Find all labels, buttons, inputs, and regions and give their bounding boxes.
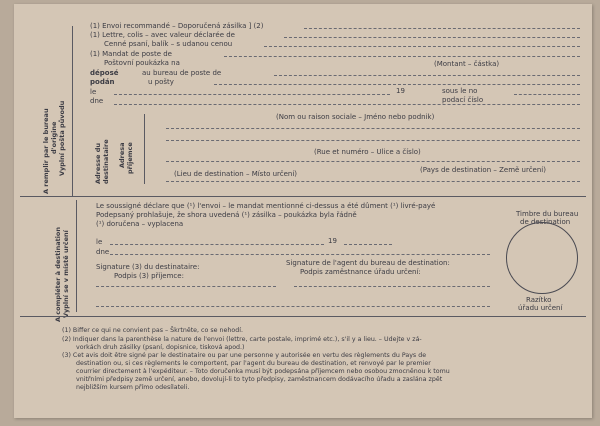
date-fill-line-2 <box>114 104 580 105</box>
address-label-line1: Adresse du <box>94 143 102 184</box>
name-caption: (Nom ou raison sociale – Jméno nebo podnik) <box>276 113 435 121</box>
note-3a: (3) Cet avis doit être signé par le destinataire ou par une personne y autorisée en vertu des règlements du Pays de <box>62 352 427 359</box>
declaration-line3: (¹) doručena – vyplacena <box>96 220 184 228</box>
address-label-line4: příjemce <box>126 142 134 174</box>
section-divider <box>20 196 586 197</box>
declared-value-line-cz: Cenné psaní, balík – s udanou cenou <box>104 40 233 48</box>
posted-label: podán <box>90 78 115 86</box>
stamp-label-fr: Timbre du bureau <box>516 210 579 218</box>
post-office-fill-line-2 <box>214 84 580 85</box>
note-2b: vorkách druh zásilky (psaní, dopisnice, tisková apod.) <box>76 344 245 351</box>
agent-signature-fill-line <box>294 286 490 287</box>
registered-item-line: (1) Envoi recommandé – Doporučená zásilka ] (2) <box>90 22 264 30</box>
money-order-line-cz: Poštovní poukázka na <box>104 59 180 67</box>
recipient-signature-label: Signature (3) du destinataire: <box>96 263 200 271</box>
address-bracket-line <box>144 114 145 184</box>
notes-divider <box>20 316 586 317</box>
note-1: (1) Biffer ce qui ne convient pas – Škrtněte, co se nehodí. <box>62 327 243 334</box>
recipient-signature-fill-line <box>96 286 276 287</box>
name-fill-line-2 <box>166 140 580 141</box>
origin-label-line2: d'origine <box>50 121 58 154</box>
dest-year-prefix: 19 <box>328 237 337 245</box>
money-order-line: (1) Mandat de poste de <box>90 50 172 58</box>
date-label: le <box>90 88 97 96</box>
note-3c: courrier directement à l'expéditeur. – Toto doručenka musí být podepsána příjemcem nebo osobou zmocněnou k tomu <box>76 368 450 375</box>
stamp-label-cz-2: úřadu určení <box>518 304 563 312</box>
note-2a: (2) Indiquer dans la parenthèse la nature de l'envoi (lettre, carte postale, imprimé etc.), s'il y a lieu. – Udejte v zá- <box>62 336 422 343</box>
deposited-label: déposé <box>90 69 119 77</box>
dest-date-label-cz: dne <box>96 248 110 256</box>
place-fill-line <box>166 181 580 182</box>
note-3e: nejbližším kursem přímo odesílateli. <box>76 384 190 391</box>
number-fill-line <box>514 94 580 95</box>
country-caption: (Pays de destination – Země určení) <box>420 166 546 174</box>
agent-signature-label-cz: Podpis zaměstnance úřadu určení: <box>300 268 421 276</box>
post-office-label-cz: u pošty <box>148 78 174 86</box>
post-office-label: au bureau de poste de <box>142 69 222 77</box>
declared-fill-line <box>284 37 580 38</box>
place-caption: (Lieu de destination – Místo určení) <box>174 170 298 178</box>
address-label-line3: Adresa <box>118 142 126 168</box>
declaration-line2: Podepsaný prohlašuje, že shora uvedená (¹) zásilka – poukázka byla řádně <box>96 211 357 219</box>
year-prefix: 19 <box>396 87 405 95</box>
dest-date-fill-line <box>110 244 324 245</box>
stamp-label-cz: Razítko <box>526 296 552 304</box>
dest-year-fill-line <box>344 244 392 245</box>
date-label-cz: dne <box>90 97 104 105</box>
destination-section-label <box>54 227 70 322</box>
amount-caption: (Montant – částka) <box>434 60 500 68</box>
stamp-label-fr-2: de destination <box>520 218 571 226</box>
declared-fill-line-2 <box>264 46 580 47</box>
address-section-label-cz <box>118 142 134 174</box>
origin-bracket-line <box>72 26 73 196</box>
name-fill-line <box>166 128 580 129</box>
declaration-line1: Le soussigné déclare que (¹) l'envoi – le mandat mentionné ci-dessus a été dûment (¹) livré-payé <box>96 202 436 210</box>
destination-bracket-line <box>76 200 77 312</box>
agent-signature-label: Signature de l'agent du bureau de destination: <box>286 259 450 267</box>
return-receipt-card <box>14 4 592 418</box>
dest-date-label: le <box>96 238 103 246</box>
under-number-label: sous le no <box>442 87 478 95</box>
registered-fill-line <box>304 28 580 29</box>
street-caption: (Rue et numéro – Ulice a číslo) <box>314 148 421 156</box>
recipient-signature-label-cz: Podpis (3) příjemce: <box>114 272 184 280</box>
destination-label-line1: A compléter à destination <box>54 226 62 322</box>
note-3b: destination ou, si ces règlements le comportent, par l'agent du bureau de destination, et renvoyé par le premier <box>76 360 431 367</box>
origin-label-line1: A remplir par le bureau <box>42 108 50 194</box>
postmark-stamp-circle <box>506 222 578 294</box>
street-fill-line <box>166 161 580 162</box>
origin-label-line3: Vyplní pošta původu <box>58 100 66 176</box>
money-order-fill-line <box>224 56 580 57</box>
origin-section-label <box>42 101 66 194</box>
signature-fill-line-2 <box>96 306 490 307</box>
note-3d: vnitřními předpisy země určení, anebo, dovolují-li to tyto předpisy, zaměstnancem dodávacího úřadu a zaslána zpět <box>76 376 443 383</box>
post-office-fill-line <box>274 75 580 76</box>
address-section-label <box>94 139 110 184</box>
dest-date-fill-line-2 <box>110 254 490 255</box>
address-label-line2: destinataire <box>102 139 110 184</box>
declared-value-line: (1) Lettre, colis – avec valeur déclarée de <box>90 31 235 39</box>
date-fill-line <box>114 94 390 95</box>
destination-label-line2: Vyplní se v místě určení <box>62 230 70 318</box>
under-number-label-cz: podací číslo <box>442 96 484 104</box>
